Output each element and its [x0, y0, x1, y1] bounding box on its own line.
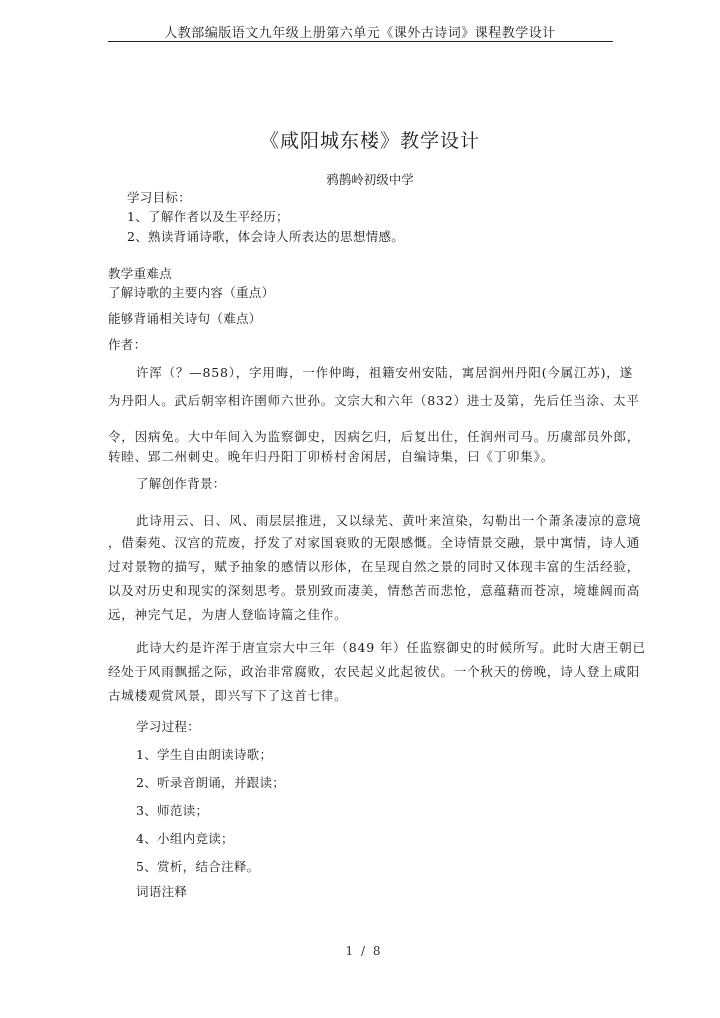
process-item: 1、学生自由朗读诗歌；	[136, 747, 273, 762]
objective-item: 2、熟读背诵诗歌，体会诗人所表达的思想情感。	[127, 229, 405, 244]
background-heading: 了解创作背景：	[136, 476, 226, 491]
total-pages: 8	[372, 944, 383, 958]
author-line: 转睦、郢二州刺史。晚年归丹阳丁卯桥村舍闲居，自编诗集，曰《丁卯集》。	[108, 449, 554, 464]
page-separator: /	[360, 944, 368, 958]
page-number	[0, 944, 720, 958]
process-item: 2、听录音朗诵，并跟读；	[136, 775, 286, 790]
process-item: 4、小组内竞读；	[136, 831, 234, 846]
author-line: 为丹阳人。武后朝宰相许圉师六世孙。文宗大和六年（832）进士及第，先后任当涂、太平	[108, 393, 640, 408]
background-line: 过对景物的描写，赋予抽象的感情以形体，在呈现自然之景的同时又体现丰富的生活经验，	[108, 559, 641, 574]
header-divider	[108, 41, 613, 42]
key-point-item: 了解诗歌的主要内容（重点）	[108, 285, 275, 300]
vocab-heading: 词语注释	[136, 884, 188, 899]
author-heading: 作者：	[108, 337, 147, 352]
background-line: 此诗大约是许浑于唐宣宗大中三年（849 年）任监察御史的时候所写。此时大唐王朝已	[136, 640, 646, 655]
author-line: 令，因病免。大中年间入为监察御史，因病乞归，后复出仕，任润州司马。历虞部员外郎，	[108, 429, 641, 444]
objectives-heading: 学习目标：	[127, 190, 192, 205]
school-name: 鸦鹊岭初级中学	[326, 172, 414, 187]
current-page: 1	[345, 944, 356, 958]
objective-item: 1、了解作者以及生平经历；	[127, 209, 289, 224]
process-item: 5、赏析，结合注释。	[136, 859, 260, 874]
background-line: 经处于风雨飘摇之际，政治非常腐败，农民起义此起彼伏。一个秋天的傍晚，诗人登上咸阳	[108, 664, 641, 679]
process-item: 3、师范读；	[136, 803, 209, 818]
background-line: 古城楼观赏风景，即兴写下了这首七律。	[108, 688, 348, 703]
key-points-heading: 教学重难点	[108, 266, 173, 281]
background-line: ，借秦苑、汉宫的荒废，抒发了对家国衰败的无限感慨。全诗情景交融，景中寓情，诗人通	[108, 535, 641, 550]
background-line: 此诗用云、日、风、雨层层推进，又以绿芜、黄叶来渲染，勾勒出一个萧条凄凉的意境	[136, 513, 642, 528]
document-title: 《咸阳城东楼》教学设计	[259, 130, 480, 152]
key-point-item: 能够背诵相关诗句（难点）	[108, 311, 262, 326]
author-line: 许浑（？—858），字用晦，一作仲晦，祖籍安州安陆，寓居润州丹阳(今属江苏)，遂	[136, 365, 633, 380]
process-heading: 学习过程：	[136, 719, 201, 734]
background-line: 远，神完气足，为唐人登临诗篇之佳作。	[108, 607, 348, 622]
document-header: 人教部编版语文九年级上册第六单元《课外古诗词》课程教学设计	[164, 26, 556, 41]
background-line: 以及对历史和现实的深刻思考。景别致而凄美，情愁苦而悲怆，意蕴藉而苍凉，境雄阔而高	[108, 583, 641, 598]
